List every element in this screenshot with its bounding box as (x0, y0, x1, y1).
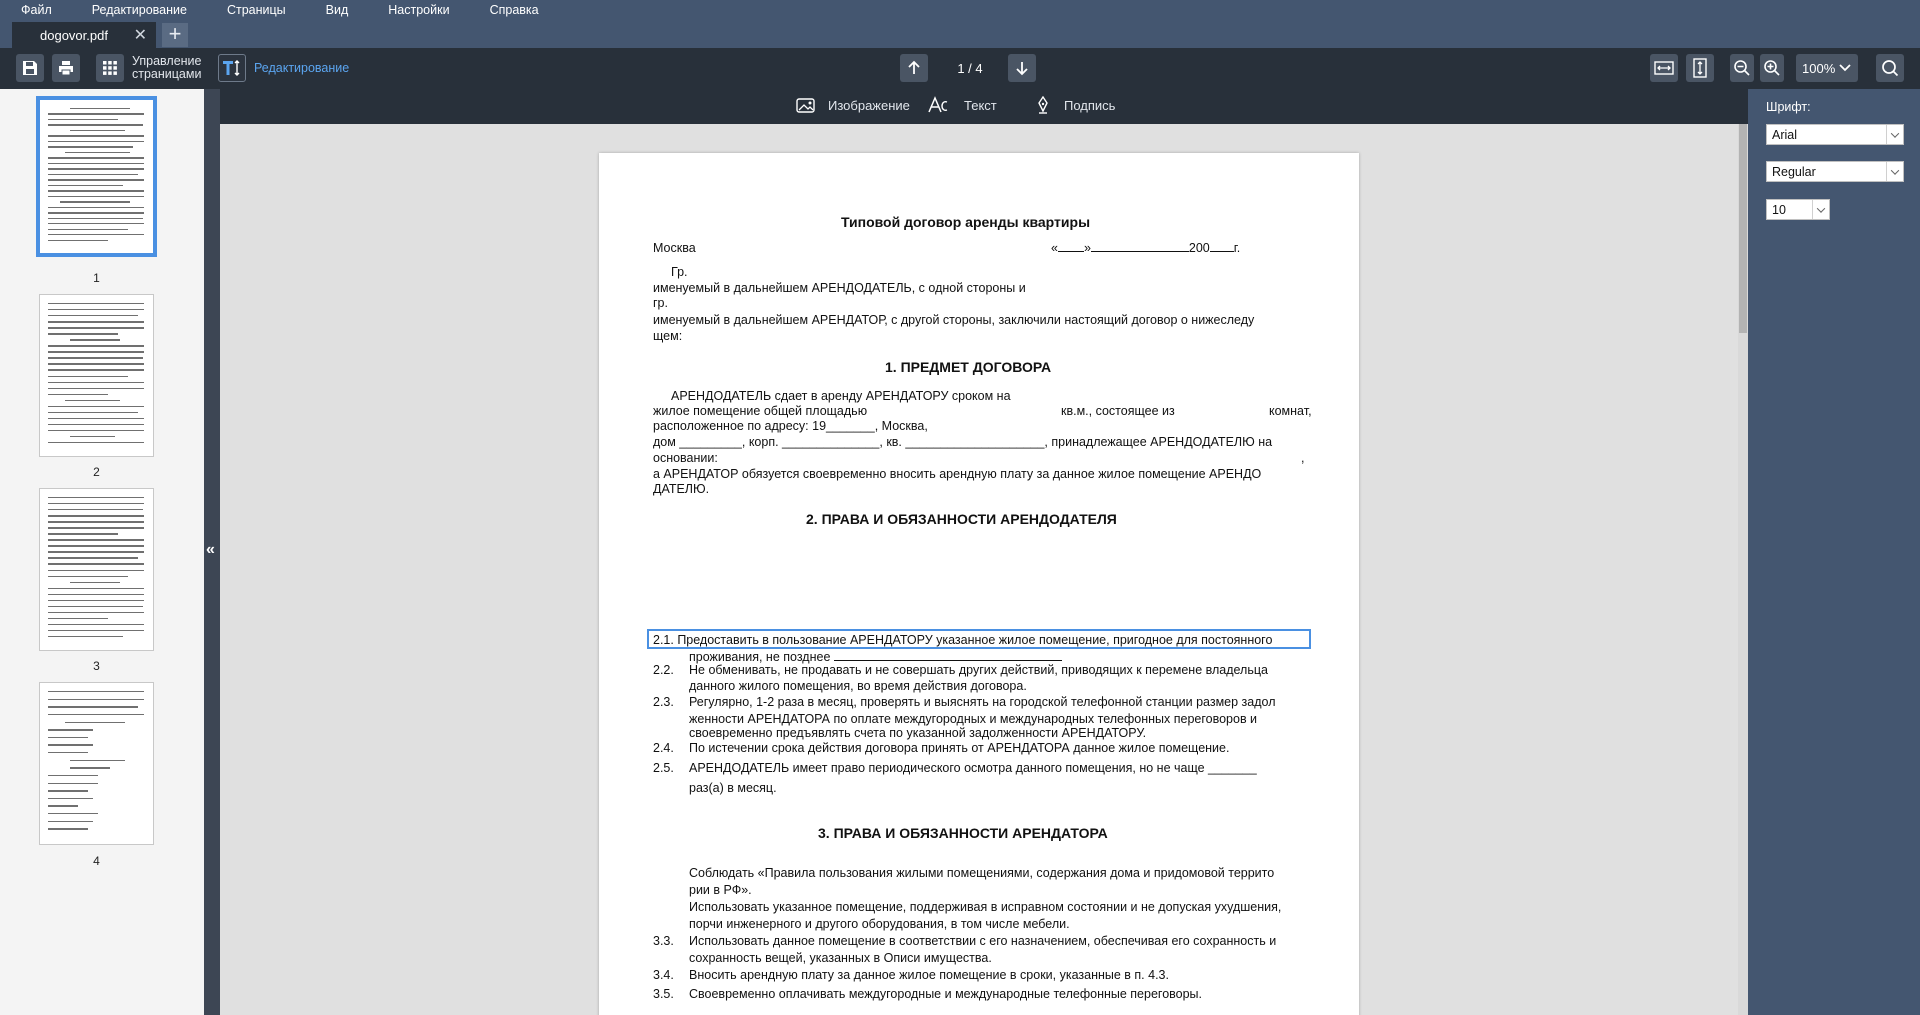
clause-3-1-cont: рии в РФ». (689, 883, 752, 897)
thumbnail-text-line (65, 152, 130, 153)
zoom-in-button[interactable] (1760, 54, 1784, 82)
thumbnail-text-line (48, 497, 144, 498)
thumbnail-text-line (48, 624, 144, 625)
zoom-value: 100% (1802, 60, 1836, 76)
manage-pages-label-line2: страницами (132, 67, 202, 81)
thumbnail-text-line (48, 521, 144, 522)
clause-2-2-cont: данного жилого помещения, во время действия договора. (689, 679, 1027, 693)
party-landlord: именуемый в дальнейшем АРЕНДОДАТЕЛЬ, с одной стороны и (653, 281, 1026, 295)
zoom-select[interactable] (1796, 54, 1858, 82)
page-thumbnail-number: 2 (93, 465, 100, 479)
arrow-up-icon (906, 60, 922, 76)
thumbnail-text-line (48, 119, 118, 120)
section-1-line: основании: (653, 451, 718, 465)
document-title: Типовой договор аренды квартиры (841, 214, 1091, 230)
clause-2-3-cont: своевременно предъявлять счета по указанной задолженности АРЕНДАТОРУ. (689, 726, 1147, 740)
edit-mode-label[interactable]: Редактирование (254, 61, 350, 75)
section-3-title: 3. ПРАВА И ОБЯЗАННОСТИ АРЕНДАТОРА (818, 825, 1108, 841)
save-icon (21, 59, 39, 77)
thumbnail-text-line (48, 515, 144, 516)
save-button[interactable] (16, 54, 44, 82)
thumbnail-text-line (48, 790, 88, 791)
clause-3-3: Использовать данное помещение в соответствии с его назначением, обеспечивая его сохранность и (689, 934, 1277, 948)
thumbnail-text-line (70, 130, 125, 131)
thumbnail-text-line (48, 588, 144, 589)
party-tenant-cont: щем: (653, 329, 683, 343)
thumbnail-text-line (48, 563, 144, 564)
thumbnail-text-line (48, 146, 133, 147)
fit-page-icon (1692, 58, 1708, 78)
text-icon (928, 96, 952, 114)
thumbnail-text-line (48, 729, 93, 730)
clause-3-2: Использовать указанное помещение, поддерживая в исправном состоянии и не допуская ухудшения, (689, 900, 1282, 914)
date-blank (1058, 241, 1084, 252)
grid-icon (101, 59, 119, 77)
date-year: 200 (1188, 241, 1210, 255)
clause-2-2: Не обменивать, не продавать и не совершать других действий, приводящих к перемене владельца (689, 663, 1268, 677)
thumbnail-text-line (48, 163, 144, 164)
collapse-sidebar-button[interactable] (204, 89, 220, 1015)
thumbnail-text-line (48, 737, 88, 738)
thumbnail-text-line (48, 382, 144, 383)
arrow-down-icon (1014, 60, 1030, 76)
thumbnail-text-line (48, 234, 144, 235)
pen-icon (1034, 96, 1052, 114)
clause-2-2-number: 2.2. (653, 663, 674, 677)
thumbnail-text-line (48, 303, 144, 304)
thumbnail-text-line (48, 539, 144, 540)
clause-2-4-number: 2.4. (653, 741, 674, 755)
section-1-line: , (1301, 451, 1305, 465)
search-icon (1881, 59, 1899, 77)
thumbnail-text-line (48, 828, 88, 829)
clause-blank (834, 650, 1062, 661)
clause-2-1-cont-text: проживания, не позднее (689, 650, 831, 664)
thumbnail-text-line (48, 141, 144, 142)
thumbnail-text-line (48, 357, 143, 358)
page-thumbnail[interactable] (39, 488, 154, 651)
page-thumbnail-number: 1 (93, 271, 100, 285)
thumbnail-text-line (48, 345, 144, 346)
thumbnail-text-line (48, 714, 144, 715)
thumbnail-text-line (48, 418, 144, 419)
party-tenant: именуемый в дальнейшем АРЕНДАТОР, с другой стороны, заключили настоящий договор о нижеследу (653, 313, 1255, 327)
menu-pages[interactable]: Страницы (226, 2, 286, 17)
clause-3-5: Своевременно оплачивать междугородные и международные телефонные переговоры. (689, 987, 1203, 1001)
thumbnail-text-line (48, 196, 144, 197)
fit-width-icon (1654, 60, 1674, 76)
clause-2-1[interactable]: 2.1. Предоставить в пользование АРЕНДАТОРУ указанное жилое помещение, пригодное для постоянного (653, 633, 1273, 647)
thumbnail-text-line (48, 798, 93, 799)
clause-3-4-number: 3.4. (653, 968, 674, 982)
thumbnail-text-line (65, 400, 120, 401)
font-size-select[interactable] (1766, 199, 1830, 220)
thumbnail-text-line (70, 436, 115, 437)
clause-2-3-number: 2.3. (653, 695, 674, 709)
thumbnail-text-line (48, 618, 108, 619)
zoom-in-icon (1763, 59, 1781, 77)
thumbnail-text-line (48, 394, 108, 395)
clause-3-2-cont: порчи инженерного и другого оборудования, в том числе мебели. (689, 917, 1070, 931)
thumbnail-text-line (48, 594, 144, 595)
chevron-down-icon (1812, 200, 1829, 219)
thumbnail-text-line (48, 207, 144, 208)
date-suffix: г. (1233, 241, 1241, 255)
page-thumbnail-number: 4 (93, 854, 100, 868)
print-button[interactable] (52, 54, 80, 82)
thumbnail-text-line (48, 527, 144, 528)
thumbnail-text-line (48, 636, 123, 637)
thumbnail-text-line (48, 229, 128, 230)
double-chevron-left-icon: « (206, 541, 215, 558)
thumbnail-text-line (48, 805, 78, 806)
clause-2-1-cont (689, 650, 1062, 664)
previous-page-button[interactable] (900, 54, 928, 82)
thumbnail-text-line (48, 821, 93, 822)
thumbnail-text-line (70, 582, 120, 583)
zoom-out-button[interactable] (1730, 54, 1754, 82)
section-2-title: 2. ПРАВА И ОБЯЗАННОСТИ АРЕНДОДАТЕЛЯ (806, 511, 1117, 527)
font-label: Шрифт: (1766, 100, 1811, 114)
thumbnail-text-line (48, 168, 144, 169)
thumbnail-text-line (70, 760, 125, 761)
insert-image-label: Изображение (828, 97, 910, 113)
menu-bar (0, 0, 1920, 19)
thumbnail-text-line (65, 722, 125, 723)
thumbnail-text-line (48, 369, 144, 370)
thumbnail-text-line (48, 315, 138, 316)
thumbnail-text-line (48, 612, 144, 613)
thumbnail-text-line (48, 212, 144, 213)
insert-text-label: Текст (964, 97, 997, 113)
section-1-line: дом _________, корп. ______________, кв. ____________________, принадлежащее АРЕНДОДАТЕЛЮ на (653, 435, 1273, 449)
insert-image-button[interactable] (796, 96, 910, 114)
thumbnail-text-line (70, 767, 110, 768)
fit-width-button[interactable] (1650, 54, 1678, 82)
thumbnail-text-line (48, 179, 144, 180)
thumbnail-text-line (60, 201, 130, 202)
font-family-value: Arial (1772, 127, 1798, 142)
zoom-out-icon (1733, 59, 1751, 77)
insert-signature-button[interactable] (1034, 96, 1115, 114)
thumbnail-text-line (48, 351, 144, 352)
font-properties-panel (1748, 89, 1920, 1015)
section-1-line: комнат, (1269, 404, 1312, 418)
thumbnail-text-line (48, 699, 144, 700)
clause-2-5: АРЕНДОДАТЕЛЬ имеет право периодического осмотра данного помещения, но не чаще _______ (689, 761, 1257, 775)
next-page-button[interactable] (1008, 54, 1036, 82)
date-open-quote: « (1051, 241, 1058, 255)
edit-mode-button[interactable] (218, 54, 246, 82)
section-1-line: ДАТЕЛЮ. (653, 482, 710, 496)
page-indicator: 1 / 4 (957, 61, 983, 76)
thumbnail-text-line (48, 752, 88, 753)
thumbnail-text-line (48, 424, 144, 425)
section-1-title: 1. ПРЕДМЕТ ДОГОВОРА (885, 359, 1052, 375)
thumbnail-text-line (48, 113, 144, 114)
section-1-line: жилое помещение общей площадью (653, 404, 868, 418)
thumbnail-text-line (48, 157, 144, 158)
clause-2-5-number: 2.5. (653, 761, 674, 775)
main-toolbar (0, 48, 1920, 89)
clause-2-4: По истечении срока действия договора принять от АРЕНДАТОРА данное жилое помещение. (689, 741, 1230, 755)
menu-file[interactable]: Файл (21, 2, 52, 17)
clause-2-3: Регулярно, 1-2 раза в месяц, проверять и выяснять на городской телефонной станции размер задол (689, 695, 1276, 709)
thumbnail-text-line (48, 190, 144, 191)
party-gr-2: гр. (653, 296, 668, 310)
menu-settings[interactable]: Настройки (388, 2, 450, 17)
manage-pages-button[interactable] (96, 54, 124, 82)
image-icon (796, 96, 816, 114)
thumbnail-text-line (48, 376, 128, 377)
chevron-down-icon (1836, 58, 1854, 76)
clause-3-5-number: 3.5. (653, 987, 674, 1001)
text-edit-icon (222, 59, 242, 77)
section-1-line: расположенное по адресу: 19_______, Москва, (653, 419, 928, 433)
page-thumbnail-number: 3 (93, 659, 100, 673)
document-city: Москва (653, 241, 696, 255)
font-family-select[interactable] (1766, 124, 1904, 145)
thumbnail-text-line (48, 551, 144, 552)
thumbnail-text-line (48, 223, 144, 224)
font-style-value: Regular (1772, 164, 1816, 179)
page-thumbnail[interactable] (39, 682, 154, 845)
menu-edit[interactable]: Редактирование (91, 2, 187, 17)
edit-toolbar (220, 89, 1748, 124)
thumbnail-text-line (48, 327, 144, 328)
insert-signature-label: Подпись (1064, 97, 1116, 113)
thumbnail-text-line (48, 606, 143, 607)
thumbnail-text-line (48, 533, 118, 534)
thumbnail-text-line (48, 124, 143, 125)
fit-page-button[interactable] (1686, 54, 1714, 82)
document-date (1051, 241, 1240, 255)
thumbnail-text-line (70, 108, 130, 109)
menu-help[interactable]: Справка (489, 2, 539, 17)
add-tab-button[interactable]: + (162, 23, 188, 47)
font-style-select[interactable] (1766, 161, 1904, 182)
manage-pages-label-line1: Управление (132, 54, 202, 68)
thumbnail-text-line (48, 576, 128, 577)
print-icon (57, 59, 75, 77)
thumbnail-text-line (48, 775, 98, 776)
thumbnail-text-line (48, 388, 144, 389)
scrollbar-thumb[interactable] (1739, 124, 1747, 333)
thumbnail-text-line (48, 509, 143, 510)
insert-text-button[interactable] (928, 96, 997, 114)
clause-3-3-number: 3.3. (653, 934, 674, 948)
chevron-down-icon (1886, 162, 1903, 181)
thumbnail-text-line (48, 240, 108, 241)
section-1-line: АРЕНДОДАТЕЛЬ сдает в аренду АРЕНДАТОРУ сроком на (671, 389, 1011, 403)
thumbnail-text-line (48, 570, 144, 571)
date-blank (1210, 241, 1234, 252)
thumbnail-text-line (48, 363, 144, 364)
thumbnail-text-line (48, 135, 144, 136)
section-1-line: кв.м., состоящее из (1061, 404, 1175, 418)
thumbnail-text-line (48, 333, 118, 334)
thumbnail-text-line (48, 430, 144, 431)
thumbnail-text-line (48, 691, 144, 692)
font-size-value: 10 (1772, 202, 1786, 217)
thumbnail-text-line (70, 339, 120, 340)
page-thumbnails-panel (0, 89, 204, 1015)
thumbnail-text-line (48, 630, 144, 631)
thumbnail-text-line (48, 783, 98, 784)
thumbnail-text-line (48, 744, 93, 745)
party-gr-1: Гр. (671, 265, 688, 279)
page-thumbnail[interactable] (39, 294, 154, 457)
menu-view[interactable]: Вид (325, 2, 349, 17)
clause-3-3-cont: сохранность вещей, указанных в Описи имущества. (689, 951, 992, 965)
thumbnail-text-line (48, 321, 144, 322)
thumbnail-text-line (48, 600, 144, 601)
manage-pages-label[interactable] (132, 55, 202, 81)
clause-2-5-cont: раз(а) в месяц. (689, 781, 777, 795)
vertical-scrollbar[interactable] (1738, 124, 1748, 1015)
thumbnail-text-line (48, 309, 144, 310)
thumbnail-text-line (48, 185, 123, 186)
date-blank (1091, 241, 1189, 252)
tab-bar (0, 19, 1920, 48)
document-viewport[interactable] (220, 89, 1748, 1015)
clause-3-4: Вносить арендную плату за данное жилое помещение в сроки, указанные в п. 4.3. (689, 968, 1169, 982)
thumbnail-text-line (48, 218, 143, 219)
thumbnail-text-line (48, 503, 144, 504)
clause-3-1: Соблюдать «Правила пользования жилыми помещениями, содержания дома и придомовой террито (689, 866, 1275, 880)
pdf-page[interactable] (599, 153, 1359, 1015)
thumbnail-text-line (48, 813, 98, 814)
search-button[interactable] (1876, 54, 1904, 82)
thumbnail-text-line (48, 545, 144, 546)
thumbnail-text-line (48, 412, 138, 413)
section-1-line: а АРЕНДАТОР обязуется своевременно вносить арендную плату за данное жилое помещение АРЕНДО (653, 467, 1262, 481)
close-tab-icon[interactable]: ✕ (133, 27, 147, 44)
thumbnail-text-line (48, 557, 138, 558)
thumbnail-text-line (48, 442, 144, 443)
thumbnail-text-line (48, 174, 138, 175)
document-tab[interactable] (12, 22, 156, 48)
document-tab-title: dogovor.pdf (40, 27, 108, 43)
thumbnail-text-line (48, 706, 138, 707)
chevron-down-icon (1886, 125, 1903, 144)
clause-2-3-cont: женности АРЕНДАТОРА по оплате междугородных и международных телефонных переговоров и (689, 712, 1258, 726)
thumbnail-text-line (48, 406, 144, 407)
date-close-quote: » (1083, 241, 1091, 255)
page-thumbnail[interactable] (39, 99, 154, 254)
